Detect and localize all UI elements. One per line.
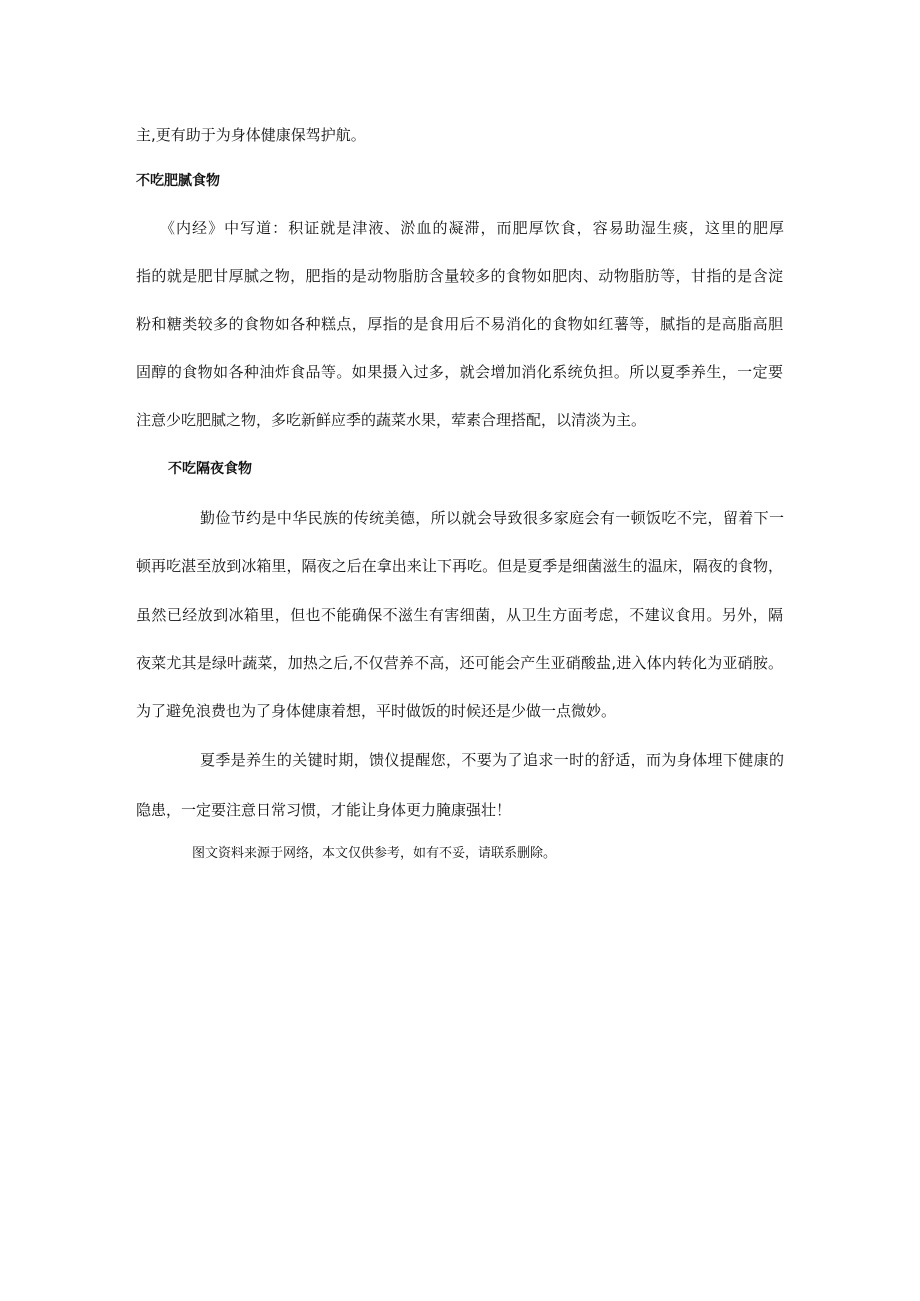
paragraph-line: 《内经》中写道：积证就是津液、淤血的凝滞，而肥厚饮食，容易助湿生痰，这里的肥厚 [160, 219, 784, 237]
paragraph-line: 为了避免浪费也为了身体健康着想，平时做饭的时候还是少做一点微妙。 [136, 702, 617, 720]
paragraph-line: 粉和糖类较多的食物如各种糕点，厚指的是食用后不易消化的食物如红薯等，腻指的是高脂高胆 [136, 315, 783, 333]
paragraph-line: 顿再吃湛至放到冰箱里，隔夜之后在拿出来让下再吃。但是夏季是细菌滋生的温床，隔夜的食物， [136, 557, 783, 575]
paragraph-line: 虽然已经放到冰箱里，但也不能确保不滋生有害细菌，从卫生方面考虑，不建议食用。另外，隔 [136, 606, 783, 624]
paragraph-line: 指的就是肥甘厚腻之物，肥指的是动物脂肪含量较多的食物如肥肉、动物脂肪等，甘指的是含淀 [136, 267, 783, 285]
section-heading-greasy-food: 不吃肥腻食物 [136, 173, 220, 189]
paragraph-line: 夏季是养生的关键时期，馈仪提醒您，不要为了追求一时的舒适，而为身体埋下健康的 [200, 751, 784, 769]
paragraph-line: 注意少吃肥腻之物，多吃新鲜应季的蔬菜水果，荤素合理搭配，以清淡为主。 [136, 411, 647, 429]
paragraph-line: 固醇的食物如各种油炸食品等。如果摄入过多，就会增加消化系统负担。所以夏季养生，一定要 [136, 363, 783, 381]
paragraph-line: 夜菜尤其是绿叶蔬菜，加热之后,不仅营养不高，还可能会产生亚硝酸盐,进入体内转化为亚硝胺。 [136, 654, 783, 672]
paragraph-line: 勤俭节约是中华民族的传统美德，所以就会导致很多家庭会有一顿饭吃不完，留着下一 [200, 509, 784, 527]
intro-tail-text: 主,更有助于为身体健康保驾护航。 [136, 126, 366, 144]
section-heading-leftover-food: 不吃隔夜食物 [168, 461, 252, 477]
paragraph-line: 隐患，一定要注意日常习惯，才能让身体更力腌康强壮！ [136, 801, 512, 819]
source-disclaimer: 图文资料来源于网络，本文仅供参考，如有不妥，请联系删除。 [192, 846, 557, 861]
